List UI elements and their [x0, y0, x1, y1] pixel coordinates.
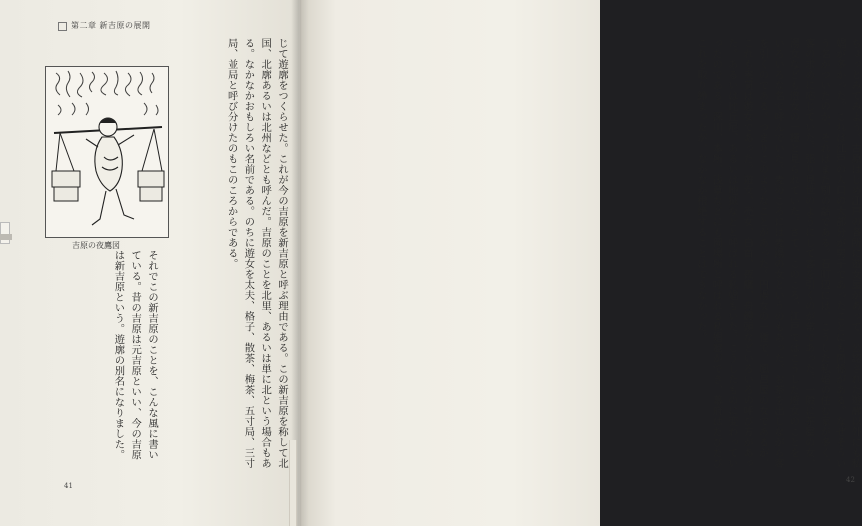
figure-caption: 吉原の夜鷹図: [72, 241, 120, 250]
right-body-text: ちょっとみてみよう。古原はじめ江戸の各所に遊女屋があって、公認された遊廓以外にも私娼が多かった。これは江戸の人口の大部分が男子であったことにも関係がある。なぜそういう名がついたのか、それはまた別の話である。石町辺には、こうした私娼の住む家が多く、客の求めに応じていた。張り見世のようにして客を引くのが常であった。一般に茶屋の女、湯女なども遊女の一種と見られていた。さて、このころ、江戸ではこうした遊女のことを、いろいろな名で呼んでいた。麦のころには麦湯の女というのもあった。お茶を出しながら客を引くのである。つまりこのようなことがあった。円湯女の一種で、風呂屋の女であるが、これも実質は遊女であった。遊女、売女、白首、夜鷹、舟饅頭などいろいろの呼び方があった。あるいは比丘尼、あるいは地獄などと呼ばれる私娼もいた。こうしたものに変わっていったのである。深川、本所、浅草などにも岡場所と呼ばれる私娼窟ができ、幕府はたびたびこれを取り締まったが、なかなか根絶することはできなかった。: [694, 38, 861, 469]
right-page: [300, 0, 861, 526]
page-tab: [0, 222, 10, 244]
left-body-text: じて遊廓をつくらせた。これが今の吉原を新吉原と呼ぶ理由である。この新吉原を称して北国、北廓あるいは北州などとも呼んだ。吉原のことを北里、あるいは単に北という場合もある。なかなかおもしろい名前である。のちに遊女を太夫、格子、散茶、梅茶、五寸局、三寸局、並局と呼び分けたのもこのころからである。: [225, 38, 288, 469]
left-lower-text: それでこの新吉原のことを、こんな風に書いている。昔の吉原は元吉原といい、今の吉原は新吉原という。遊廓の別名になりました。: [112, 250, 158, 460]
page-number-right: 42: [846, 476, 855, 484]
running-head-text: 第二章 新吉原の展開: [71, 21, 151, 30]
page-number-left: 41: [64, 482, 73, 490]
chapter-box-icon: [58, 22, 67, 31]
illustration: [45, 66, 169, 238]
running-head: [58, 20, 151, 31]
left-page: [0, 0, 300, 526]
edge-marker: [0, 234, 12, 240]
bookmark-ribbon: [289, 440, 297, 526]
figure-drawing: [46, 67, 168, 237]
